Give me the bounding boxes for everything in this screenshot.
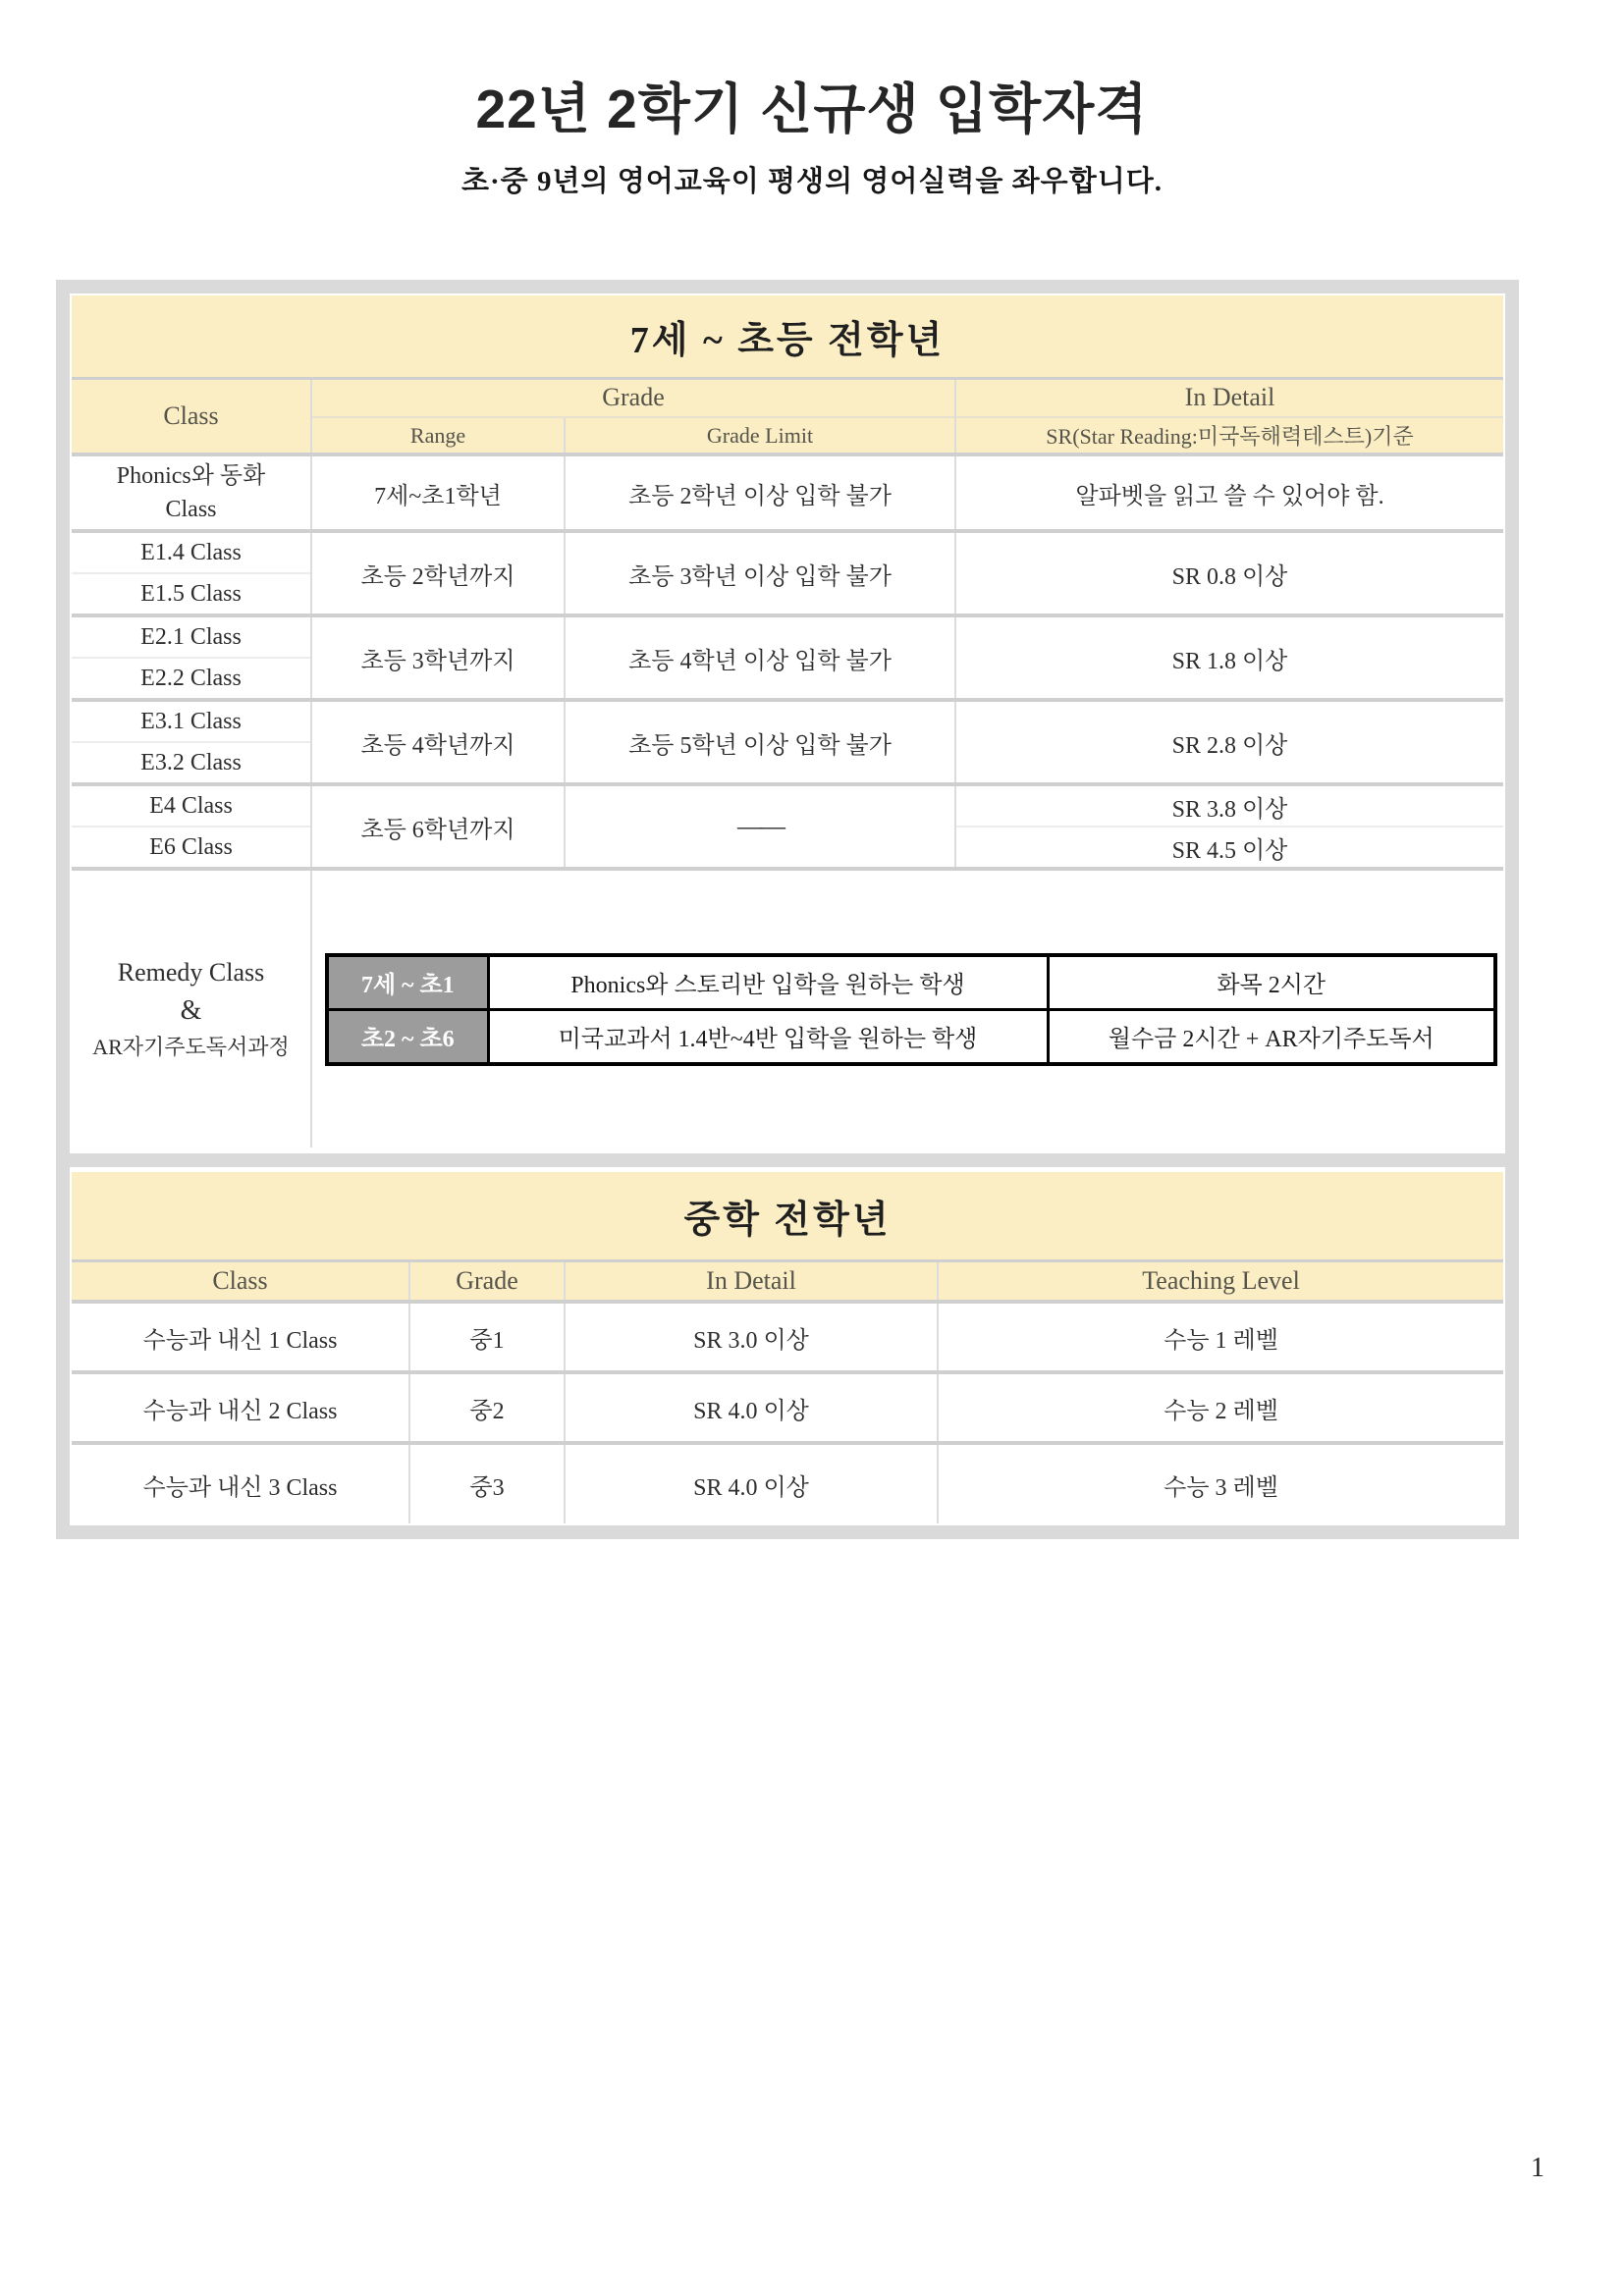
remedy-label-line1: Remedy Class [117,958,265,988]
cell-detail-e3: SR 2.8 이상 [955,700,1503,784]
cell-ms-level-1: 수능 1 레벨 [938,1302,1503,1372]
remedy-row-1 [327,955,1495,1010]
table2-row-2 [72,1372,1503,1443]
page-number: 1 [1531,2153,1544,2183]
cell-grade-limit-phonics: 초등 2학년 이상 입학 불가 [565,454,955,531]
cell-ms-detail-1: SR 3.0 이상 [565,1302,938,1372]
cell-detail-e1: SR 0.8 이상 [955,531,1503,615]
remedy-range-2: 초2 ~ 초6 [327,1009,488,1064]
cell-class-e4: E4 Class [72,784,311,827]
cell-ms-detail-2: SR 4.0 이상 [565,1372,938,1443]
table2-title-row [72,1172,1503,1260]
header-class: Class [72,378,311,454]
cell-detail-phonics: 알파벳을 읽고 쓸 수 있어야 함. [955,454,1503,531]
remedy-target-2: 미국교과서 1.4반~4반 입학을 원하는 학생 [488,1009,1048,1064]
header-range: Range [311,417,565,454]
cell-range-e46: 초등 6학년까지 [311,784,565,869]
cell-ms-grade-2: 중2 [409,1372,565,1443]
row-e1-4 [72,531,1503,573]
cell-range-e2: 초등 3학년까지 [311,615,565,700]
table1-header-row-1 [72,378,1503,417]
cell-class-e2-2: E2.2 Class [72,658,311,700]
cell-remedy-label [72,869,311,1148]
row-phonics [72,454,1503,531]
elementary-admission-table [72,295,1503,1148]
cell-class-e6: E6 Class [72,827,311,869]
remedy-label-line2: & [180,995,202,1027]
row-e2-1 [72,615,1503,658]
remedy-range-1: 7세 ~ 초1 [327,955,488,1010]
cell-class-e3-2: E3.2 Class [72,742,311,784]
tables-divider [70,1153,1505,1167]
cell-ms-grade-3: 중3 [409,1443,565,1523]
cell-ms-detail-3: SR 4.0 이상 [565,1443,938,1523]
header2-class: Class [72,1260,409,1302]
cell-range-phonics: 7세~초1학년 [311,454,565,531]
cell-class-e1-5: E1.5 Class [72,573,311,615]
cell-class-e1-4: E1.4 Class [72,531,311,573]
table2-row-3 [72,1443,1503,1523]
table2-title: 중학 전학년 [72,1172,1503,1260]
table2-row-1 [72,1302,1503,1372]
cell-ms-class-1: 수능과 내신 1 Class [72,1302,409,1372]
phonics-class-line2: Class [165,497,217,522]
cell-ms-grade-1: 중1 [409,1302,565,1372]
header-in-detail: In Detail [955,378,1503,417]
table2-header-row [72,1260,1503,1302]
cell-grade-limit-e3: 초등 5학년 이상 입학 불가 [565,700,955,784]
remedy-schedule-table [325,953,1497,1066]
cell-grade-limit-e1: 초등 3학년 이상 입학 불가 [565,531,955,615]
cell-detail-e2: SR 1.8 이상 [955,615,1503,700]
middle-school-table [72,1172,1503,1523]
page-subtitle: 초·중 9년의 영어교육이 평생의 영어실력을 좌우합니다. [461,166,1163,197]
remedy-schedule-2: 월수금 2시간 + AR자기주도독서 [1048,1009,1495,1064]
table1-title: 7세 ~ 초등 전학년 [72,295,1503,378]
cell-range-e1: 초등 2학년까지 [311,531,565,615]
header-grade-limit: Grade Limit [565,417,955,454]
doc-header [0,79,1624,197]
remedy-label-line3: AR자기주도독서과정 [92,1035,290,1060]
cell-grade-limit-e46 [565,784,955,869]
row-e3-1 [72,700,1503,742]
cell-remedy-detail [311,869,1503,1148]
cell-class-phonics [72,454,311,531]
cell-detail-e6: SR 4.5 이상 [955,827,1503,869]
cell-range-e3: 초등 4학년까지 [311,700,565,784]
phonics-class-line1: Phonics와 동화 [116,463,266,489]
cell-ms-level-3: 수능 3 레벨 [938,1443,1503,1523]
cell-ms-level-2: 수능 2 레벨 [938,1372,1503,1443]
cell-ms-class-2: 수능과 내신 2 Class [72,1372,409,1443]
cell-class-e3-1: E3.1 Class [72,700,311,742]
header2-teaching-level: Teaching Level [938,1260,1503,1302]
table1-title-row [72,295,1503,378]
cell-grade-limit-e2: 초등 4학년 이상 입학 불가 [565,615,955,700]
remedy-target-1: Phonics와 스토리반 입학을 원하는 학생 [488,955,1048,1010]
cell-detail-e4: SR 3.8 이상 [955,784,1503,827]
remedy-row-2 [327,1009,1495,1064]
header-grade: Grade [311,378,955,417]
cell-class-e2-1: E2.1 Class [72,615,311,658]
header-sr-basis: SR(Star Reading:미국독해력테스트)기준 [955,417,1503,454]
page-title: 22년 2학기 신규생 입학자격 [475,79,1149,139]
tables-frame [56,280,1519,1539]
header2-in-detail: In Detail [565,1260,938,1302]
row-remedy [72,869,1503,1148]
row-e4 [72,784,1503,827]
header2-grade: Grade [409,1260,565,1302]
cell-ms-class-3: 수능과 내신 3 Class [72,1443,409,1523]
no-grade-limit-dash: —— [737,812,783,840]
remedy-schedule-1: 화목 2시간 [1048,955,1495,1010]
